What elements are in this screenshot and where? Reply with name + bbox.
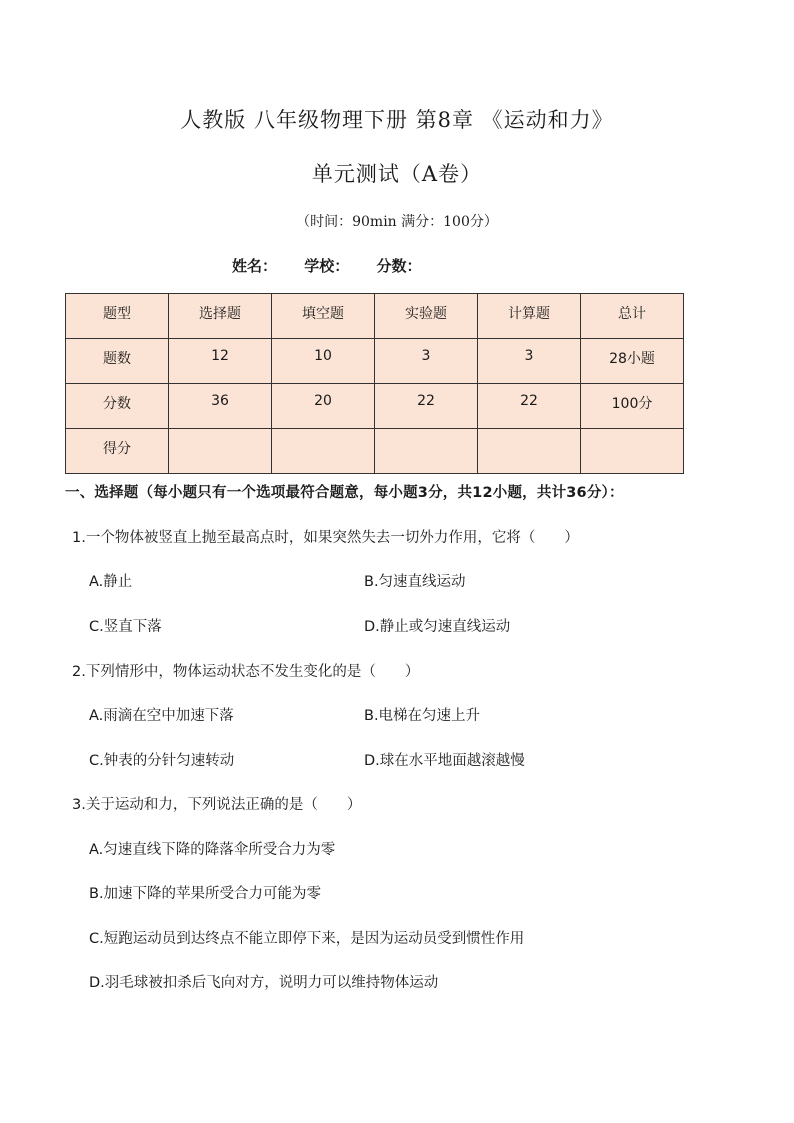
table-row: [66, 339, 684, 384]
name-field-label: 姓名：: [232, 257, 278, 275]
document-subtitle: 单元测试（A卷）: [311, 162, 483, 186]
score-field-label: 分数：: [376, 257, 422, 275]
table-cell: 22: [478, 384, 581, 429]
table-cell: 题型: [66, 294, 169, 339]
score-entry-cell[interactable]: [581, 429, 684, 474]
table-cell: 计算题: [478, 294, 581, 339]
table-cell: 20: [272, 384, 375, 429]
table-cell: 22: [375, 384, 478, 429]
table-cell: 28小题: [581, 339, 684, 384]
student-info-fields: [232, 255, 444, 276]
option-c: C.竖直下落: [89, 619, 162, 635]
question-stem: 3.关于运动和力，下列说法正确的是（ ）: [72, 797, 362, 813]
score-entry-cell[interactable]: [272, 429, 375, 474]
option-d: D.静止或匀速直线运动: [364, 619, 511, 635]
score-entry-cell[interactable]: [478, 429, 581, 474]
score-entry-cell[interactable]: [375, 429, 478, 474]
option-c: C.钟表的分针匀速转动: [89, 753, 235, 769]
table-cell: 36: [169, 384, 272, 429]
table-row: [66, 384, 684, 429]
option-a: A.雨滴在空中加速下落: [89, 708, 234, 724]
option-b: B.电梯在匀速上升: [364, 708, 481, 724]
table-cell: 总计: [581, 294, 684, 339]
school-field-label: 学校：: [304, 257, 350, 275]
table-row: [66, 294, 684, 339]
option-c: C.短跑运动员到达终点不能立即停下来，是因为运动员受到惯性作用: [89, 931, 525, 947]
table-cell: 分数: [66, 384, 169, 429]
table-cell: 12: [169, 339, 272, 384]
score-table: [65, 293, 684, 474]
question-stem: 2.下列情形中，物体运动状态不发生变化的是（ ）: [72, 664, 420, 680]
table-cell: 选择题: [169, 294, 272, 339]
score-entry-cell[interactable]: [169, 429, 272, 474]
table-cell: 3: [375, 339, 478, 384]
table-cell: 得分: [66, 429, 169, 474]
document-title: 人教版 八年级物理下册 第8章 《运动和力》: [180, 108, 614, 132]
option-d: D.羽毛球被扣杀后飞向对方，说明力可以维持物体运动: [89, 975, 439, 991]
exam-meta: （时间：90min 满分：100分）: [296, 214, 498, 230]
option-a: A.静止: [89, 574, 133, 590]
option-a: A.匀速直线下降的降落伞所受合力为零: [89, 842, 336, 858]
table-cell: 填空题: [272, 294, 375, 339]
table-cell: 题数: [66, 339, 169, 384]
table-cell: 100分: [581, 384, 684, 429]
option-b: B.加速下降的苹果所受合力可能为零: [89, 886, 322, 902]
section-heading: 一、选择题（每小题只有一个选项最符合题意，每小题3分，共12小题，共计36分）：: [65, 485, 624, 501]
question-stem: 1.一个物体被竖直上抛至最高点时，如果突然失去一切外力作用，它将（ ）: [72, 530, 579, 546]
option-b: B.匀速直线运动: [364, 574, 466, 590]
option-d: D.球在水平地面越滚越慢: [364, 753, 525, 769]
table-cell: 10: [272, 339, 375, 384]
table-cell: 3: [478, 339, 581, 384]
table-row: [66, 429, 684, 474]
table-cell: 实验题: [375, 294, 478, 339]
